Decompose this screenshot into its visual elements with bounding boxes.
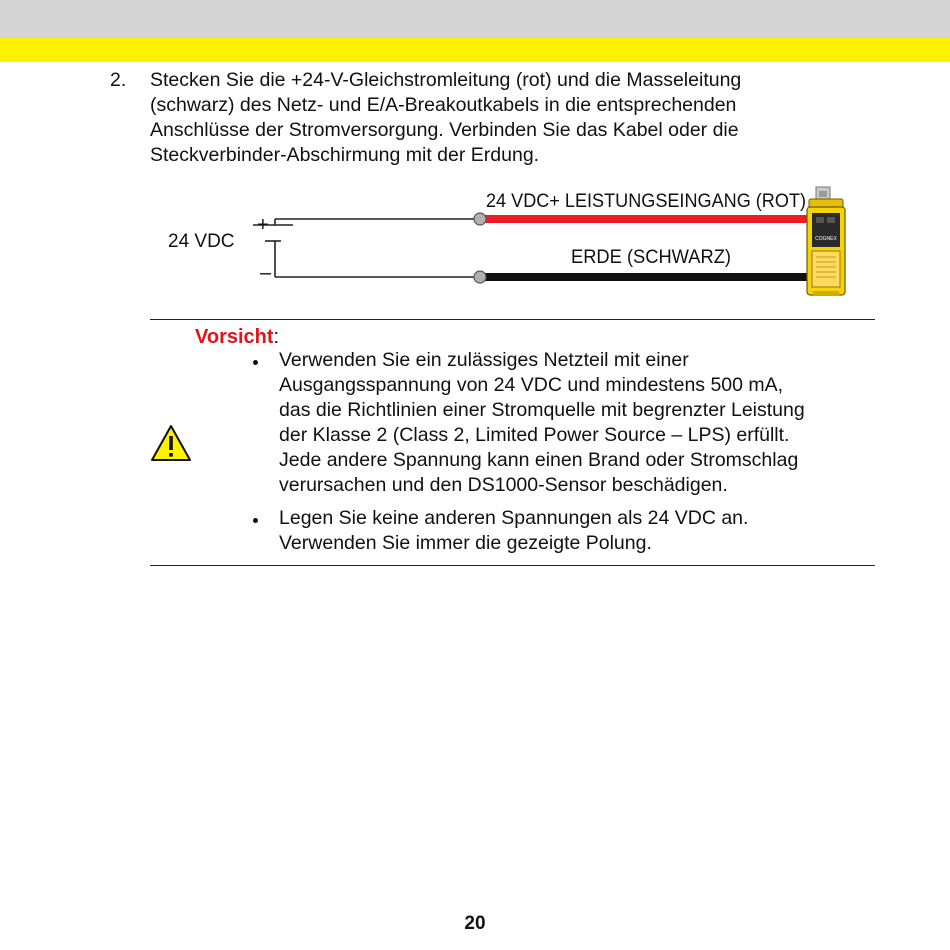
plus-sign: + [257, 214, 269, 236]
minus-sign: – [260, 262, 272, 284]
device-brand: COGNEX [815, 236, 837, 242]
bullet-dot-icon [253, 518, 258, 523]
caution-title-suffix: : [273, 326, 280, 348]
caution-title: Vorsicht [195, 326, 274, 348]
wiring-diagram [160, 185, 860, 310]
bullet-line: Ausgangsspannung von 24 VDC und mindestens 500 mA, [279, 374, 784, 396]
bullet-line: das die Richtlinien einer Stromquelle mit begrenzter Leistung [279, 399, 805, 421]
black-wire-terminal [474, 271, 486, 283]
red-wire-label: 24 VDC+ LEISTUNGSEINGANG (ROT) [486, 191, 806, 212]
header-gray-bar [0, 0, 950, 38]
bullet-line: der Klasse 2 (Class 2, Limited Power Source – LPS) erfüllt. [279, 424, 790, 446]
step-number: 2. [110, 69, 127, 91]
wiring-diagram-svg [160, 185, 860, 310]
step-line: (schwarz) des Netz- und E/A-Breakoutkabels in die entsprechenden [150, 94, 737, 116]
bullet-line: Legen Sie keine anderen Spannungen als 24 VDC an. [279, 507, 749, 529]
warning-triangle-icon [150, 424, 192, 462]
black-wire-label: ERDE (SCHWARZ) [571, 247, 731, 268]
caution-bullet [250, 348, 875, 498]
step-text [150, 68, 860, 168]
ds1000-device [807, 187, 845, 296]
bullet-line: Jede andere Spannung kann einen Brand oder Stromschlag [279, 449, 799, 471]
bullet-line: Verwenden Sie ein zulässiges Netzteil mit einer [279, 349, 689, 371]
header-yellow-bar [0, 38, 950, 62]
bullet-line: Verwenden Sie immer die gezeigte Polung. [279, 532, 652, 554]
caution-heading [195, 324, 279, 350]
step-line: Stecken Sie die +24-V-Gleichstromleitung (rot) und die Masseleitung [150, 69, 742, 91]
bullet-dot-icon [253, 360, 258, 365]
page-number: 20 [464, 913, 486, 934]
bullet-line: verursachen und den DS1000-Sensor beschädigen. [279, 474, 728, 496]
caution-list [250, 348, 875, 564]
source-label: 24 VDC [168, 231, 235, 252]
step-line: Steckverbinder-Abschirmung mit der Erdung. [150, 144, 540, 166]
red-wire-terminal [474, 213, 486, 225]
step-line: Anschlüsse der Stromversorgung. Verbinden Sie das Kabel oder die [150, 119, 739, 141]
caution-top-rule [150, 319, 875, 320]
caution-bullet [250, 506, 875, 556]
caution-bottom-rule [150, 565, 875, 566]
